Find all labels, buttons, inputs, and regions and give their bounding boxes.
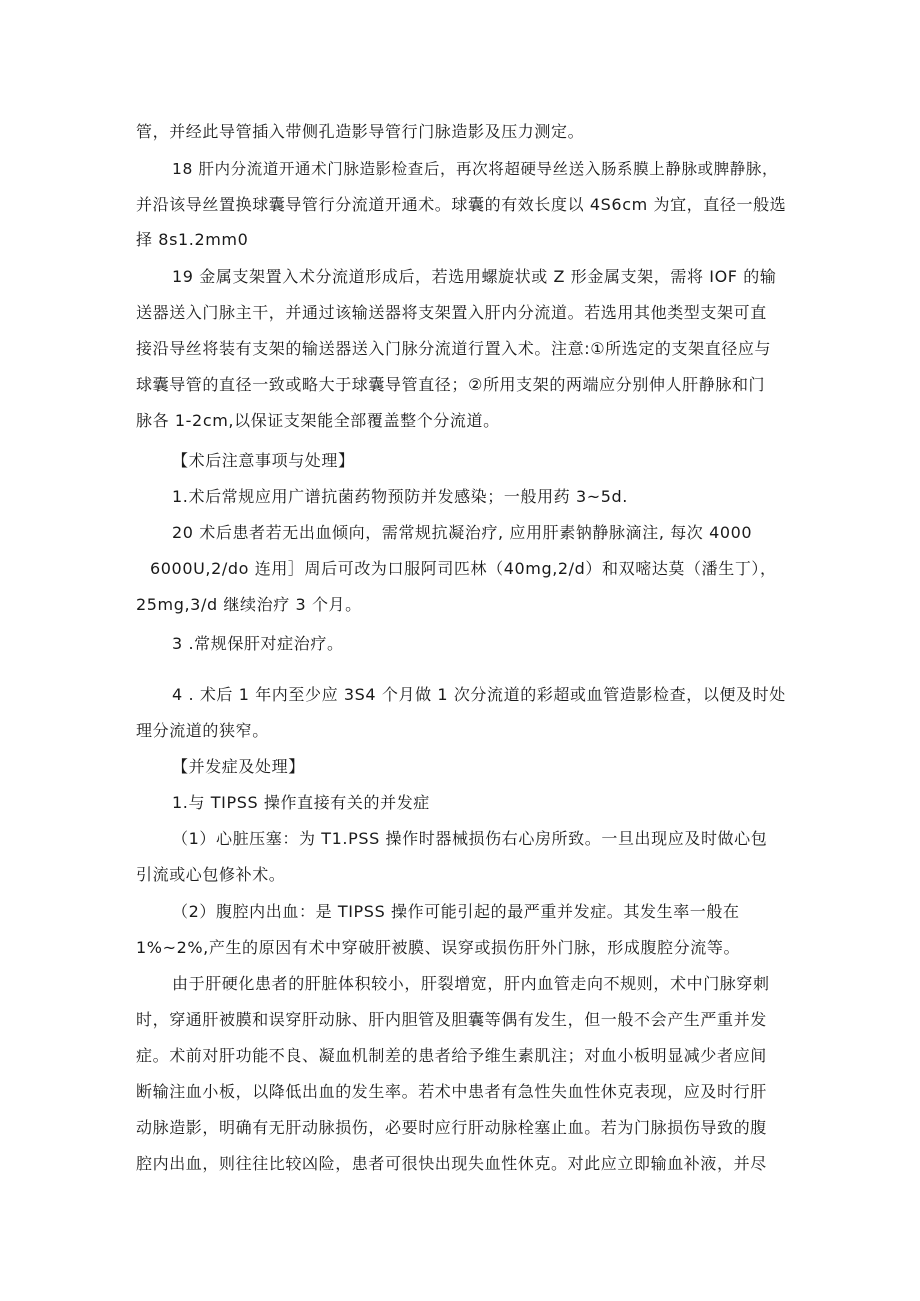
text-line: 接沿导丝将装有支架的输送器送入门脉分流道行置入术。注意:①所选定的支架直径应与 bbox=[136, 339, 772, 358]
text-line: 1.与 TIPSS 操作直接有关的并发症 bbox=[172, 793, 430, 812]
text-line: 1.术后常规应用广谱抗菌药物预防并发感染；一般用药 3~5d. bbox=[172, 487, 628, 506]
text-line: 4 . 术后 1 年内至少应 3S4 个月做 1 次分流道的彩超或血管造影检查，以便及时处 bbox=[172, 685, 786, 704]
text-line: 时，穿通肝被膜和误穿肝动脉、肝内胆管及胆囊等偶有发生，但一般不会产生严重并发 bbox=[136, 1010, 767, 1029]
section-heading: 【术后注意事项与处理】 bbox=[172, 451, 355, 470]
text-line: （2）腹腔内出血：是 TIPSS 操作可能引起的最严重并发症。其发生率一般在 bbox=[172, 902, 740, 921]
text-line: 引流或心包修补术。 bbox=[136, 865, 286, 884]
text-line: 18 肝内分流道开通术门脉造影检查后，再次将超硬导丝送入肠系膜上静脉或脾静脉， bbox=[172, 160, 779, 178]
text-line: 6000U,2/do 连用］周后可改为口服阿司匹林（40mg,2/d）和双嘧达莫（潘生丁）， bbox=[150, 559, 777, 578]
text-line: 25mg,3/d 继续治疗 3 个月。 bbox=[136, 595, 362, 614]
text-line: 球囊导管的直径一致或略大于球囊导管直径；②所用支架的两端应分别伸人肝静脉和门 bbox=[136, 375, 766, 394]
text-line: 20 术后患者若无出血倾向，需常规抗凝治疗, 应用肝素钠静脉滴注, 每次 4000 bbox=[172, 523, 753, 542]
text-line: 1%~2%,产生的原因有术中穿破肝被膜、误穿或损伤肝外门脉，形成腹腔分流等。 bbox=[136, 938, 741, 957]
text-line: 腔内出血，则往往比较凶险，患者可很快出现失血性休克。对此应立即输血补液，并尽 bbox=[136, 1154, 767, 1173]
text-line: 3 .常规保肝对症治疗。 bbox=[172, 634, 344, 653]
section-heading: 【并发症及处理】 bbox=[172, 757, 305, 776]
text-line: 脉各 1-2cm,以保证支架能全部覆盖整个分流道。 bbox=[136, 411, 500, 430]
text-line: 19 金属支架置入术分流道形成后，若选用螺旋状或 Z 形金属支架，需将 IOF 的输 bbox=[172, 267, 777, 286]
text-line: 动脉造影，明确有无肝动脉损伤，必要时应行肝动脉栓塞止血。若为门脉损伤导致的腹 bbox=[136, 1118, 767, 1137]
text-line: （1）心脏压塞：为 T1.PSS 操作时器械损伤右心房所致。一旦出现应及时做心包 bbox=[172, 829, 768, 848]
text-line: 择 8s1.2mm0 bbox=[136, 230, 249, 249]
text-line: 并沿该导丝置换球囊导管行分流道开通术。球囊的有效长度以 4S6cm 为宜，直径一般选 bbox=[136, 195, 787, 214]
text-line: 送器送入门脉主干，并通过该输送器将支架置入肝内分流道。若选用其他类型支架可直 bbox=[136, 303, 767, 322]
text-line: 断输注血小板，以降低出血的发生率。若术中患者有急性失血性休克表现，应及时行肝 bbox=[136, 1082, 767, 1101]
text-line: 理分流道的狭窄。 bbox=[136, 721, 269, 740]
text-line: 管，并经此导管插入带侧孔造影导管行门脉造影及压力测定。 bbox=[136, 122, 585, 141]
text-line: 由于肝硬化患者的肝脏体积较小，肝裂增宽，肝内血管走向不规则，术中门脉穿刺 bbox=[172, 974, 770, 993]
text-line: 症。术前对肝功能不良、凝血机制差的患者给予维生素肌注；对血小板明显减少者应间 bbox=[136, 1046, 767, 1065]
